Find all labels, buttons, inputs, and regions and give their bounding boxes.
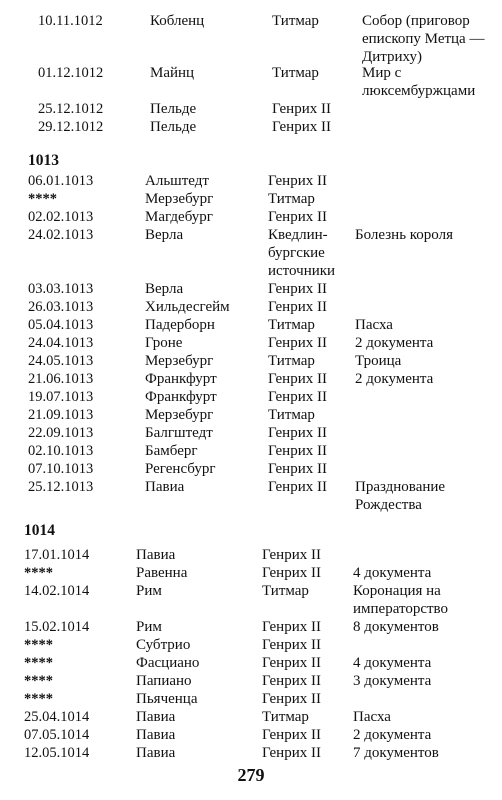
place-cell: Хильдесгейм bbox=[145, 299, 230, 315]
date-cell: 24.04.1013 bbox=[28, 335, 94, 351]
note-line: Пасха bbox=[353, 709, 391, 725]
source-cell: Титмар bbox=[268, 353, 315, 369]
source-cell: Титмар bbox=[262, 583, 309, 599]
source-cell: Титмар bbox=[272, 65, 319, 81]
place-cell: Франкфурт bbox=[145, 371, 217, 387]
page-number: 279 bbox=[237, 765, 265, 785]
place-cell: Верла bbox=[145, 227, 184, 243]
year-heading: 1014 bbox=[24, 522, 55, 539]
source-cell: Генрих II bbox=[268, 281, 327, 297]
place-cell: Регенсбург bbox=[145, 461, 216, 477]
source-cell: Генрих II bbox=[268, 479, 327, 495]
note-line: 7 документов bbox=[353, 745, 439, 761]
date-cell: 25.12.1012 bbox=[38, 101, 104, 117]
place-cell: Майнц bbox=[150, 65, 195, 81]
note-line: Празднование bbox=[355, 479, 446, 495]
source-cell: Генрих II bbox=[268, 173, 327, 189]
date-cell: 25.04.1014 bbox=[24, 709, 90, 725]
source-cell: Титмар bbox=[268, 191, 315, 207]
source-cell: Генрих II bbox=[272, 101, 331, 117]
place-cell: Франкфурт bbox=[145, 389, 217, 405]
source-cell: Генрих II bbox=[262, 745, 321, 761]
date-cell: **** bbox=[24, 637, 53, 653]
source-cell: Генрих II bbox=[268, 425, 327, 441]
source-cell: Генрих II bbox=[262, 547, 321, 563]
note-line: 2 документа bbox=[355, 335, 434, 351]
place-cell: Пельде bbox=[150, 101, 197, 117]
date-cell: **** bbox=[24, 565, 53, 581]
place-cell: Балгштедт bbox=[145, 425, 213, 441]
source-cell: Генрих II bbox=[268, 371, 327, 387]
place-cell: Папиано bbox=[136, 673, 192, 689]
source-cell: Генрих II bbox=[262, 673, 321, 689]
source-cell: Генрих II bbox=[262, 619, 321, 635]
date-cell: 14.02.1014 bbox=[24, 583, 90, 599]
place-cell: Пьяченца bbox=[136, 691, 198, 707]
place-cell: Падерборн bbox=[145, 317, 215, 333]
date-cell: 19.07.1013 bbox=[28, 389, 94, 405]
note-line: 8 документов bbox=[353, 619, 439, 635]
source-cell: Генрих II bbox=[262, 727, 321, 743]
note-line: 4 документа bbox=[353, 655, 432, 671]
source-cell: Генрих II bbox=[268, 299, 327, 315]
source-cell: Генрих II bbox=[268, 461, 327, 477]
date-cell: 21.09.1013 bbox=[28, 407, 94, 423]
place-cell: Бамберг bbox=[145, 443, 198, 459]
note-line: Дитриху) bbox=[362, 49, 422, 65]
date-cell: 10.11.1012 bbox=[38, 13, 103, 29]
note-line: 4 документа bbox=[353, 565, 432, 581]
note-line: императорство bbox=[353, 601, 449, 617]
place-cell: Павиа bbox=[136, 709, 176, 725]
source-cell: Генрих II bbox=[272, 119, 331, 135]
source-cell: Генрих II bbox=[268, 209, 327, 225]
note-line: Троица bbox=[355, 353, 402, 369]
source-cell: Кведлин- бургские источники bbox=[268, 227, 336, 279]
place-cell: Мерзебург bbox=[145, 407, 214, 423]
place-cell: Субтрио bbox=[136, 637, 191, 653]
date-cell: 24.02.1013 bbox=[28, 227, 94, 243]
source-cell: Титмар bbox=[268, 317, 315, 333]
date-cell: 02.02.1013 bbox=[28, 209, 94, 225]
note-line: 2 документа bbox=[353, 727, 432, 743]
date-cell: 25.12.1013 bbox=[28, 479, 94, 495]
date-cell: 03.03.1013 bbox=[28, 281, 94, 297]
source-cell: Генрих II bbox=[262, 691, 321, 707]
date-cell: **** bbox=[24, 691, 53, 707]
date-cell: **** bbox=[24, 655, 53, 671]
place-cell: Пельде bbox=[150, 119, 197, 135]
date-cell: 15.02.1014 bbox=[24, 619, 90, 635]
date-cell: 05.04.1013 bbox=[28, 317, 94, 333]
place-cell: Павиа bbox=[136, 727, 176, 743]
place-cell: Альштедт bbox=[145, 173, 209, 189]
source-cell: Генрих II bbox=[262, 637, 321, 653]
date-cell: **** bbox=[24, 673, 53, 689]
place-cell: Гроне bbox=[145, 335, 183, 351]
date-cell: 06.01.1013 bbox=[28, 173, 94, 189]
place-cell: Мерзебург bbox=[145, 353, 214, 369]
note-line: 3 документа bbox=[353, 673, 432, 689]
note-line: Собор (приговор bbox=[362, 13, 470, 29]
note-line: 2 документа bbox=[355, 371, 434, 387]
date-cell: 26.03.1013 bbox=[28, 299, 94, 315]
source-cell: Титмар bbox=[268, 407, 315, 423]
date-cell: 07.10.1013 bbox=[28, 461, 94, 477]
source-cell: Титмар bbox=[262, 709, 309, 725]
note-line: Коронация на bbox=[353, 583, 441, 599]
note-line: епископу Метца — bbox=[362, 31, 485, 47]
note-line: люксембуржцами bbox=[362, 83, 476, 99]
date-cell: 22.09.1013 bbox=[28, 425, 94, 441]
place-cell: Мерзебург bbox=[145, 191, 214, 207]
place-cell: Павиа bbox=[136, 547, 176, 563]
source-cell: Генрих II bbox=[268, 443, 327, 459]
date-cell: 17.01.1014 bbox=[24, 547, 90, 563]
place-cell: Равенна bbox=[136, 565, 188, 581]
date-cell: **** bbox=[28, 191, 57, 207]
note-line: Болезнь короля bbox=[355, 227, 453, 243]
place-cell: Павиа bbox=[136, 745, 176, 761]
place-cell: Рим bbox=[136, 619, 162, 635]
place-cell: Верла bbox=[145, 281, 184, 297]
place-cell: Магдебург bbox=[145, 209, 213, 225]
note-line: Мир с bbox=[362, 65, 402, 81]
date-cell: 12.05.1014 bbox=[24, 745, 90, 761]
place-cell: Павиа bbox=[145, 479, 185, 495]
source-cell: Генрих II bbox=[268, 335, 327, 351]
place-cell: Рим bbox=[136, 583, 162, 599]
date-cell: 24.05.1013 bbox=[28, 353, 94, 369]
date-cell: 29.12.1012 bbox=[38, 119, 104, 135]
source-cell: Генрих II bbox=[262, 655, 321, 671]
source-cell: Генрих II bbox=[262, 565, 321, 581]
place-cell: Фасциано bbox=[136, 655, 200, 671]
date-cell: 02.10.1013 bbox=[28, 443, 94, 459]
date-cell: 21.06.1013 bbox=[28, 371, 94, 387]
year-heading: 1013 bbox=[28, 152, 59, 169]
note-line: Рождества bbox=[355, 497, 422, 513]
note-line: Пасха bbox=[355, 317, 393, 333]
place-cell: Кобленц bbox=[150, 13, 205, 29]
source-cell: Титмар bbox=[272, 13, 319, 29]
date-cell: 01.12.1012 bbox=[38, 65, 104, 81]
source-cell: Генрих II bbox=[268, 389, 327, 405]
date-cell: 07.05.1014 bbox=[24, 727, 90, 743]
